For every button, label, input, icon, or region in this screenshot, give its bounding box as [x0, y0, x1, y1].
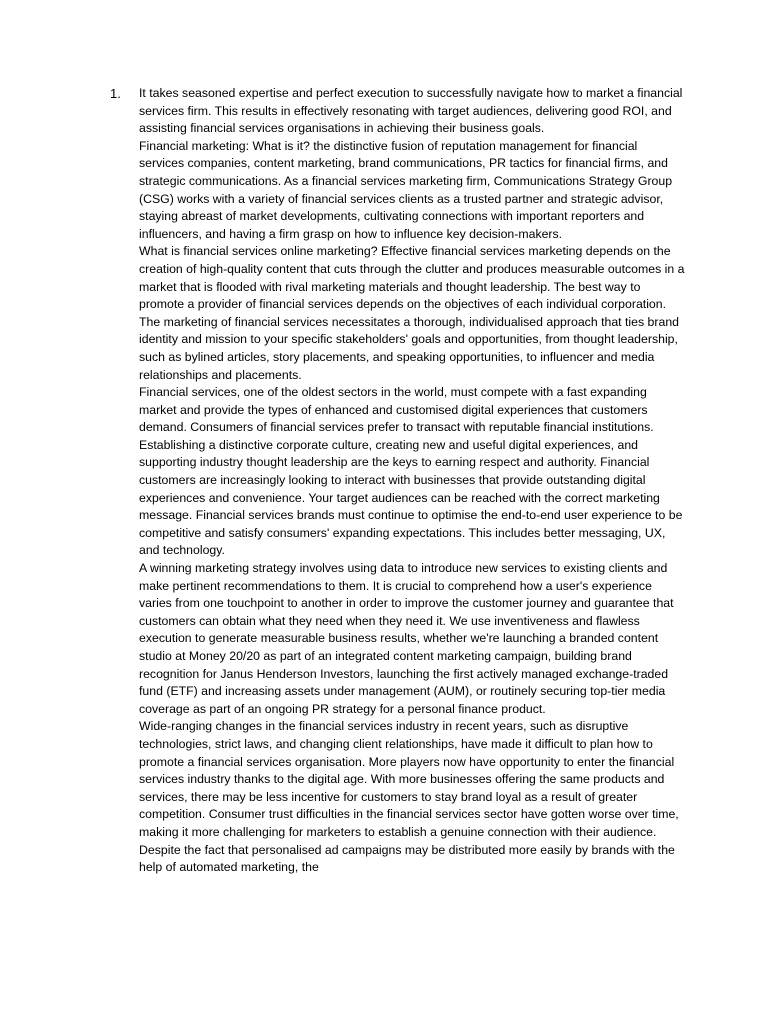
list-number: 1. [110, 86, 121, 101]
numbered-list-item [110, 85, 685, 877]
paragraph-financial-services: Financial services, one of the oldest sectors in the world, must compete with a fast expanding market and provide the types of enhanced and customised digital experiences that customers demand. Consumers of financial services prefer to transact with reputable financial institutions. Establishing a distinctive corporate culture, creating new and useful digital experiences, and supporting industry thought leadership are the keys to earning respect and authority. Financial customers are increasingly looking to interact with businesses that provide outstanding digital experiences and convenience. Your target audiences can be reached with the correct marketing message. Financial services brands must continue to optimise the end-to-end user experience to be competitive and satisfy consumers' expanding expectations. This includes better messaging, UX, and technology. [139, 385, 683, 558]
paragraph-industry-changes: Wide-ranging changes in the financial services industry in recent years, such as disruptive technologies, strict laws, and changing client relationships, have made it difficult to plan how to promote a financial services organisation. More players now have opportunity to enter the financial services industry thanks to the digital age. With more businesses offering the same products and services, there may be less incentive for customers to stay brand loyal as a result of greater competition. Consumer trust difficulties in the financial services sector have gotten worse over time, making it more challenging for marketers to establish a genuine connection with their audience. Despite the fact that personalised ad campaigns may be distributed more easily by brands with the help of automated marketing, the [139, 719, 679, 875]
paragraph-intro: It takes seasoned expertise and perfect execution to successfully navigate how to market a financial services firm. This results in effectively resonating with target audiences, delivering good ROI, and assisting financial services organisations in achieving their business goals. [139, 86, 683, 136]
paragraph-online-marketing: What is financial services online marketing? Effective financial services marketing depends on the creation of high-quality content that cuts through the clutter and produces measurable outcomes in a market that is flooded with rival marketing materials and thought leadership. The best way to promote a provider of financial services depends on the objectives of each individual corporation. The marketing of financial services necessitates a thorough, individualised approach that ties brand identity and mission to your specific stakeholders' goals and opportunities, from thought leadership, such as bylined articles, story placements, and speaking opportunities, to influencer and media relationships and placements. [139, 244, 685, 382]
paragraph-financial-marketing: Financial marketing: What is it? the distinctive fusion of reputation management for financial services companies, content marketing, brand communications, PR tactics for financial firms, and strategic communications. As a financial services marketing firm, Communications Strategy Group (CSG) works with a variety of financial services clients as a trusted partner and strategic advisor, staying abreast of market developments, cultivating connections with important reporters and influencers, and having a firm grasp on how to influence key decision-makers. [139, 138, 673, 241]
paragraph-winning-strategy: A winning marketing strategy involves using data to introduce new services to existing clients and make pertinent recommendations to them. It is crucial to comprehend how a user's experience varies from one touchpoint to another in order to improve the customer journey and guarantee that customers can obtain what they need when they need it. We use inventiveness and flawless execution to generate measurable business results, whether we're launching a branded content studio at Money 20/20 as part of an integrated content marketing campaign, building brand recognition for Janus Henderson Investors, launching the first actively managed exchange-traded fund (ETF) and increasing assets under management (AUM), or routinely securing top-tier media coverage as part of an ongoing PR strategy for a personal finance product. [139, 561, 674, 716]
list-item-body [139, 85, 685, 877]
